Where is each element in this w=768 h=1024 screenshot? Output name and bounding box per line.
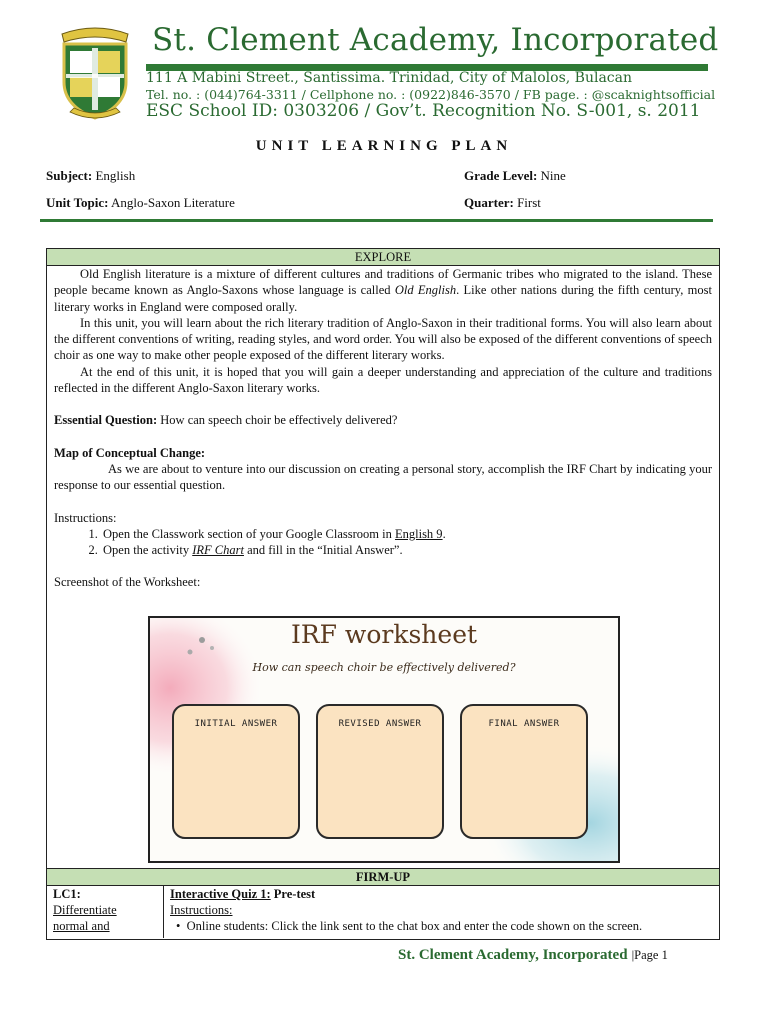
screenshot-label: Screenshot of the Worksheet: xyxy=(54,575,201,590)
grade-value: Nine xyxy=(540,168,566,183)
goal-paragraph: At the end of this unit, it is hoped that you will gain a deeper understanding and appreciation of the culture and traditions reflected in the different Anglo-Saxon literary works. xyxy=(54,364,712,396)
intro-text-end: . Like other nations during the fifth century, most literary works in England were composed orally. xyxy=(54,283,712,314)
lc-text-line-1: Differentiate xyxy=(53,903,117,917)
school-address: 111 A Mabini Street., Santissima. Trinidad, City of Malolos, Bulacan xyxy=(146,70,633,86)
instruction-list xyxy=(101,526,712,559)
meta-divider xyxy=(40,219,713,222)
subject-label: Subject: xyxy=(46,168,93,183)
essential-question-text: How can speech choir be effectively delivered? xyxy=(157,413,398,428)
school-contact: Tel. no. : (044)764-3311 / Cellphone no. : (0922)846-3570 / FB page. : @scaknightsofficial xyxy=(146,87,716,102)
instruction-step-2: 2. Open the activity IRF Chart and fill in the “Initial Answer”. xyxy=(101,542,712,558)
page-footer xyxy=(398,946,668,964)
quiz-title: Pre-test xyxy=(270,887,316,901)
quarter-field xyxy=(464,195,541,211)
quiz-label: Interactive Quiz 1: xyxy=(170,887,271,901)
learning-plan-table xyxy=(46,248,720,940)
final-answer-box: FINAL ANSWER xyxy=(460,704,588,839)
topic-field xyxy=(46,195,235,211)
quarter-value: First xyxy=(517,195,541,210)
page-number: Page 1 xyxy=(634,948,668,962)
school-name: St. Clement Academy, Incorporated xyxy=(152,22,719,58)
activity-cell xyxy=(164,886,719,938)
topic-value: Anglo-Saxon Literature xyxy=(111,195,235,210)
online-students-instruction: Online students: Click the link sent to the chat box and enter the code shown on the screen. xyxy=(186,919,643,933)
old-english-term: Old English xyxy=(394,283,457,298)
grade-label: Grade Level: xyxy=(464,168,538,183)
instruction-step-1: 1. Open the Classwork section of your Google Classroom in English 9. xyxy=(101,526,712,542)
initial-answer-box: INITIAL ANSWER xyxy=(172,704,300,839)
essential-question-label: Essential Question: xyxy=(54,413,158,428)
explore-section xyxy=(47,266,719,869)
map-label: Map of Conceptual Change: xyxy=(54,445,206,460)
essential-question xyxy=(54,412,712,428)
document-title: UNIT LEARNING PLAN xyxy=(255,138,513,154)
school-id-line: ESC School ID: 0303206 / Gov’t. Recognition No. S-001, s. 2011 xyxy=(146,101,701,121)
school-crest-icon xyxy=(56,24,134,120)
worksheet-question: How can speech choir be effectively delivered? xyxy=(252,661,516,674)
firmup-heading: FIRM-UP xyxy=(47,869,719,886)
table-row xyxy=(47,886,719,938)
explore-heading: EXPLORE xyxy=(47,249,719,266)
instructions-label: Instructions: xyxy=(54,510,117,525)
lc-label: LC1: xyxy=(53,887,81,901)
grade-field xyxy=(464,168,566,184)
worksheet-image xyxy=(148,616,620,863)
quarter-label: Quarter: xyxy=(464,195,514,210)
footer-school-name: St. Clement Academy, Incorporated xyxy=(398,947,628,963)
english-9-link[interactable]: English 9 xyxy=(394,526,443,541)
subject-field xyxy=(46,168,135,184)
intro-text: Old English literature is a mixture of different cultures and traditions of Germanic tribes who migrated to the island. These people became known as Anglo-Saxons whose language is called xyxy=(54,267,712,298)
irf-chart-link[interactable]: IRF Chart xyxy=(192,543,244,558)
topic-label: Unit Topic: xyxy=(46,195,109,210)
map-text: As we are about to venture into our discussion on creating a personal story, accomplish the IRF Chart by indicating your response to our essential question. xyxy=(54,461,712,493)
lc-text-line-2: normal and xyxy=(53,919,110,933)
subject-value: English xyxy=(95,168,136,183)
list-item: • Online students: Click the link sent to the chat box and enter the code shown on the screen. xyxy=(176,919,643,933)
quiz-instructions-label: Instructions: xyxy=(170,903,233,917)
footer-separator: | xyxy=(631,947,635,962)
competency-cell xyxy=(47,886,164,938)
intro-paragraph xyxy=(54,266,712,315)
unit-paragraph: In this unit, you will learn about the rich literary tradition of Anglo-Saxon in their traditional forms. You will also learn about the different conventions of writing, reading styles, and word order. You will also be exposed of the different conventions of speech choir as one way to make other people exposed of the different literary works. xyxy=(54,315,712,363)
revised-answer-box: REVISED ANSWER xyxy=(316,704,444,839)
worksheet-title: IRF worksheet xyxy=(290,620,478,649)
